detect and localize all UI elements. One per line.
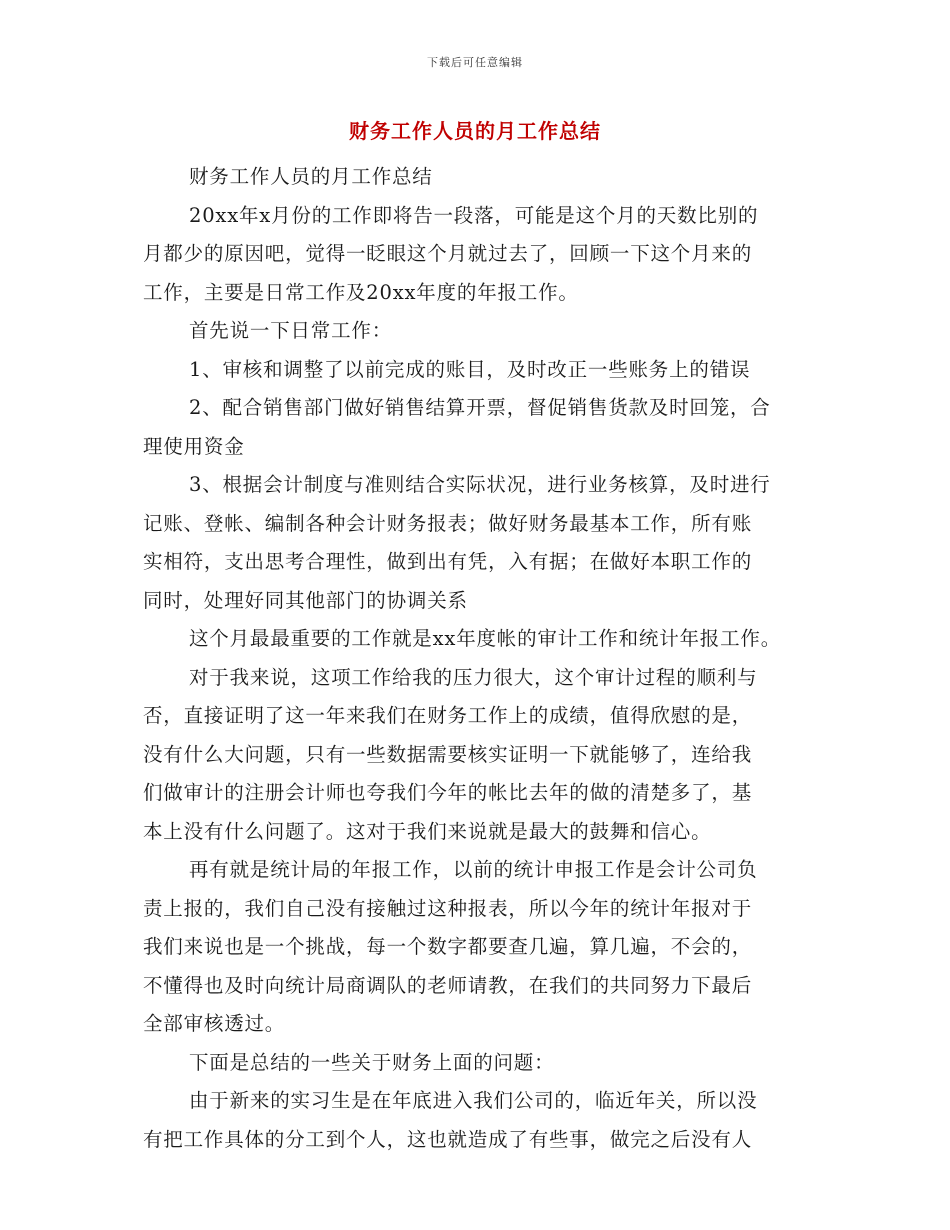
text-line: 3、根据会计制度与准则结合实际状况，进行业务核算，及时进行 — [189, 473, 771, 496]
text-line: 有把工作具体的分工到个人，这也就造成了有些事，做完之后没有人 — [143, 1127, 753, 1151]
text-line: 这个月最最重要的工作就是xx年度帐的审计工作和统计年报工作。 — [189, 627, 781, 650]
text-line: 首先说一下日常工作： — [189, 319, 393, 342]
text-line: 实相符，支出思考合理性，做到出有凭，入有据；在做好本职工作的 — [143, 550, 753, 573]
text-line: 同时，处理好同其他部门的协调关系 — [143, 588, 468, 612]
text-line: 20xx年x月份的工作即将告一段落，可能是这个月的天数比别的 — [189, 203, 759, 227]
text-line: 2、配合销售部门做好销售结算开票，督促销售货款及时回笼，合 — [189, 396, 771, 419]
text-line: 责上报的，我们自己没有接触过这种报表，所以今年的统计年报对于 — [143, 896, 753, 920]
text-line: 们做审计的注册会计师也夸我们今年的帐比去年的做的清楚多了，基 — [143, 781, 753, 804]
text-line: 不懂得也及时向统计局商调队的老师请教，在我们的共同努力下最后 — [143, 973, 753, 997]
text-line: 财务工作人员的月工作总结 — [189, 165, 433, 188]
document-title: 财务工作人员的月工作总结 — [349, 119, 601, 143]
text-line: 再有就是统计局的年报工作，以前的统计申报工作是会计公司负 — [189, 858, 758, 881]
text-line: 下面是总结的一些关于财务上面的问题： — [189, 1050, 555, 1074]
text-line: 由于新来的实习生是在年底进入我们公司的，临近年关，所以没 — [189, 1089, 758, 1112]
text-line: 本上没有什么问题了。这对于我们来说就是最大的鼓舞和信心。 — [143, 819, 712, 843]
text-line: 没有什么大问题，只有一些数据需要核实证明一下就能够了，连给我 — [143, 742, 753, 766]
text-line: 否，直接证明了这一年来我们在财务工作上的成绩，值得欣慰的是， — [143, 704, 753, 727]
document-body — [143, 158, 823, 1159]
header-note: 下载后可任意编辑 — [427, 56, 523, 69]
text-line: 月都少的原因吧，觉得一眨眼这个月就过去了，回顾一下这个月来的 — [143, 242, 753, 265]
text-line: 对于我来说，这项工作给我的压力很大，这个审计过程的顺利与 — [189, 665, 758, 689]
text-line: 理使用资金 — [143, 434, 245, 458]
text-line: 工作，主要是日常工作及20xx年度的年报工作。 — [143, 280, 579, 304]
text-line: 全部审核透过。 — [143, 1012, 286, 1035]
text-line: 我们来说也是一个挑战，每一个数字都要查几遍，算几遍，不会的， — [143, 935, 753, 958]
text-line: 1、审核和调整了以前完成的账目，及时改正一些账务上的错误 — [189, 357, 751, 381]
text-line: 记账、登帐、编制各种会计财务报表；做好财务最基本工作，所有账 — [143, 511, 753, 535]
